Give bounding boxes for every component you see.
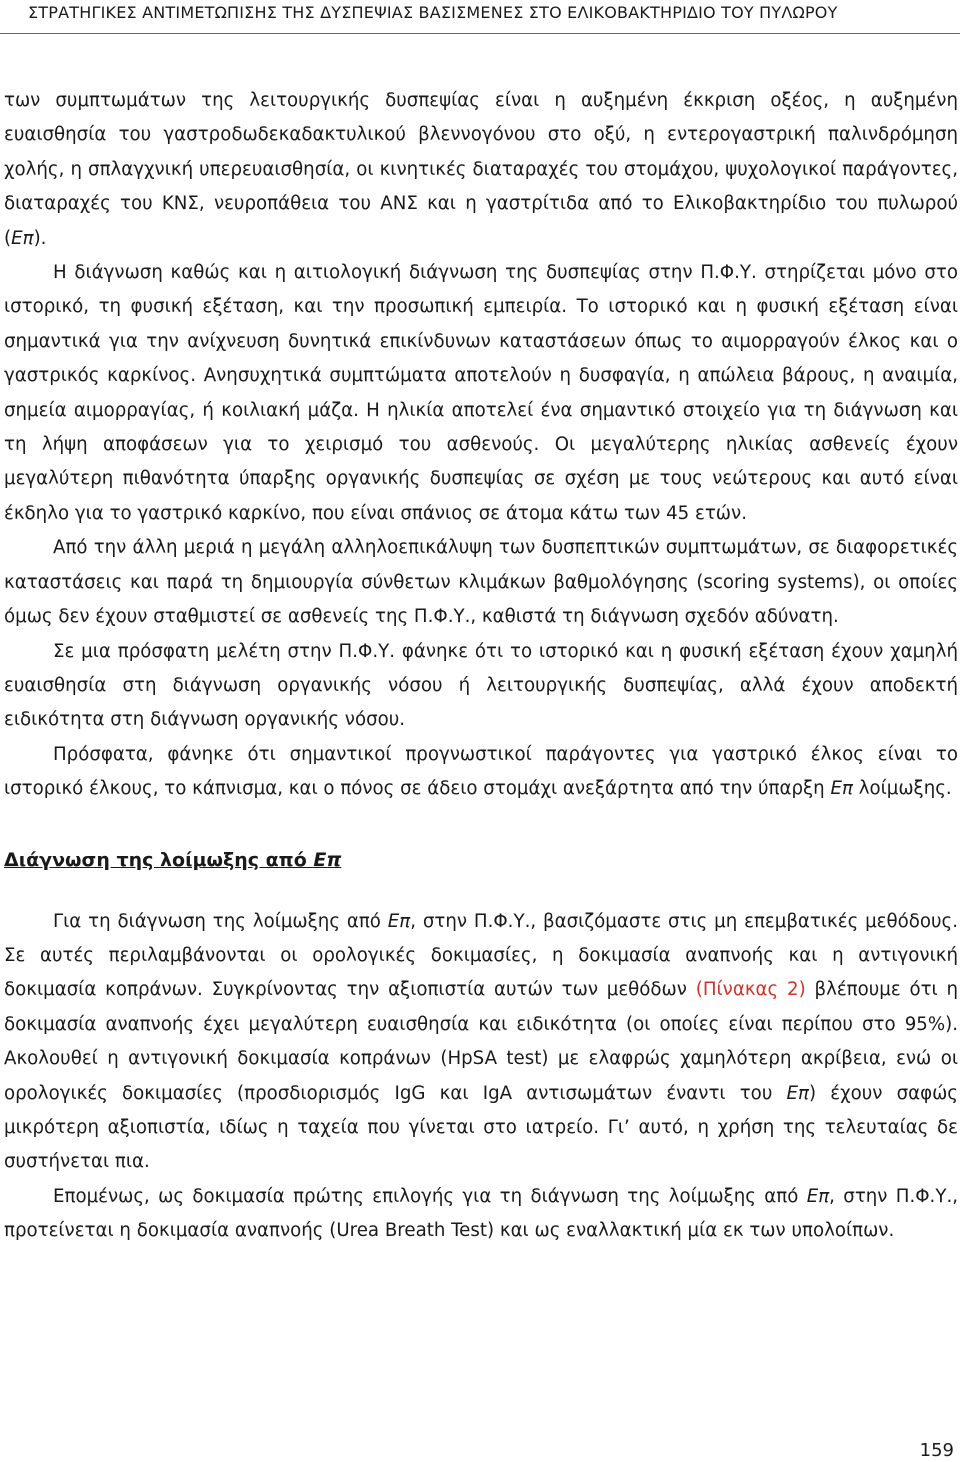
running-header: ΣΤΡΑΤΗΓΙΚΕΣ ΑΝΤΙΜΕΤΩΠΙΣΗΣ ΤΗΣ ΔΥΣΠΕΨΙΑΣ ΒΑΣΙΣΜΕΝΕΣ ΣΤΟ ΕΛΙΚΟΒΑΚΤΗΡΙΔΙΟ ΤΟΥ ΠΥΛΩΡΟΥ [28,3,838,22]
paragraph: Σε μια πρόσφατη μελέτη στην Π.Φ.Υ. φάνηκε ότι το ιστορικό και η φυσική εξέταση έχουν χαμηλή ευαισθησία στη διάγνωση οργανικής νόσου ή λειτουργικής δυσπεψίας, αλλά έχουν αποδεκτή ειδικότητα στη διάγνωση οργανικής νόσου. [4,640,958,731]
paragraph: Επομένως, ως δοκιμασία πρώτης επιλογής για τη διάγνωση της λοίμωξης από Επ, στην Π.Φ.Υ., προτείνεται η δοκιμασία αναπνοής (Urea Breath Test) και ως εναλλακτική μία εκ των υπολοίπων. [4,1185,959,1242]
section-heading: Διάγνωση της λοίμωξης από Επ [4,848,342,871]
header-divider [0,33,960,34]
table-reference-link[interactable]: (Πίνακας 2) [695,979,806,1001]
paragraph: των συμπτωμάτων της λειτουργικής δυσπεψίας είναι η αυξημένη έκκριση οξέος, η αυξημένη ευαισθησία του γαστροδωδεκαδακτυλικού βλεννογόνου στο οξύ, η εντερογαστρική παλινδρόμηση χολής, η σπλαγχνική υπερευαισθησία, οι κινητικές διαταραχές του στομάχου, ψυχολογικοί παράγοντες, διαταραχές του ΚΝΣ, νευροπάθεια του ΑΝΣ και η γαστρίτιδα από το Ελικοβακτηρίδιο του πυλωρού (Επ). [4,90,958,249]
page-body [4,84,958,1249]
paragraph: Για τη διάγνωση της λοίμωξης από Επ, στην Π.Φ.Υ., βασιζόμαστε στις μη επεμβατικές μεθόδους. Σε αυτές περιλαμβάνονται οι ορολογικές δοκιμασίες, η δοκιμασία αναπνοής και η αντιγονική δοκιμασία κοπράνων. Συγκρίνοντας την αξιοπιστία αυτών των μεθόδων (Πίνακας 2) βλέπουμε ότι η δοκιμασία αναπνοής έχει μεγαλύτερη ευαισθησία και ειδικότητα (οι οποίες είναι περίπου στο 95%). Ακολουθεί η αντιγονική δοκιμασία κοπράνων (HpSA test) με ελαφρώς χαμηλότερη ακρίβεια, ενώ οι ορολογικές δοκιμασίες (προσδιορισμός IgG και IgA αντισωμάτων έναντι του Επ) έχουν σαφώς μικρότερη αξιοπιστία, ιδίως η ταχεία που γίνεται στο ιατρείο. Γι’ αυτό, η χρήση της τελευταίας δε συστήνεται πια. [4,910,959,1173]
page-number: 159 [919,1440,954,1461]
paragraph: Πρόσφατα, φάνηκε ότι σημαντικοί προγνωστικοί παράγοντες για γαστρικό έλκος είναι το ιστορικό έλκους, το κάπνισμα, και ο πόνος σε άδειο στομάχι ανεξάρτητα από την ύπαρξη Επ λοίμωξης. [4,743,958,800]
paragraph: Από την άλλη μεριά η μεγάλη αλληλοεπικάλυψη των δυσπεπτικών συμπτωμάτων, σε διαφορετικές καταστάσεις και παρά τη δημιουργία σύνθετων κλιμάκων βαθμολόγησης (scoring systems), οι οποίες όμως δεν έχουν σταθμιστεί σε ασθενείς της Π.Φ.Υ., καθιστά τη διάγνωση σχεδόν αδύνατη. [4,537,958,628]
paragraph: Η διάγνωση καθώς και η αιτιολογική διάγνωση της δυσπεψίας στην Π.Φ.Υ. στηρίζεται μόνο στο ιστορικό, τη φυσική εξέταση, και την προσωπική εμπειρία. Το ιστορικό και η φυσική εξέταση είναι σημαντικά για την ανίχνευση δυνητικά επικίνδυνων καταστάσεων όπως το αιμορραγούν έλκος και ο γαστρικός καρκίνος. Ανησυχητικά συμπτώματα αποτελούν η δυσφαγία, η απώλεια βάρους, η αναιμία, σημεία αιμορραγίας, ή κοιλιακή μάζα. Η ηλικία αποτελεί ένα σημαντικό στοιχείο για τη διάγνωση και τη λήψη αποφάσεων για το χειρισμό του ασθενούς. Οι μεγαλύτερης ηλικίας ασθενείς έχουν μεγαλύτερη πιθανότητα ύπαρξης οργανικής δυσπεψίας σε σχέση με τους νεώτερους και αυτό είναι έκδηλο για το γαστρικό καρκίνο, που είναι σπάνιος σε άτομα κάτω των 45 ετών. [4,262,958,524]
